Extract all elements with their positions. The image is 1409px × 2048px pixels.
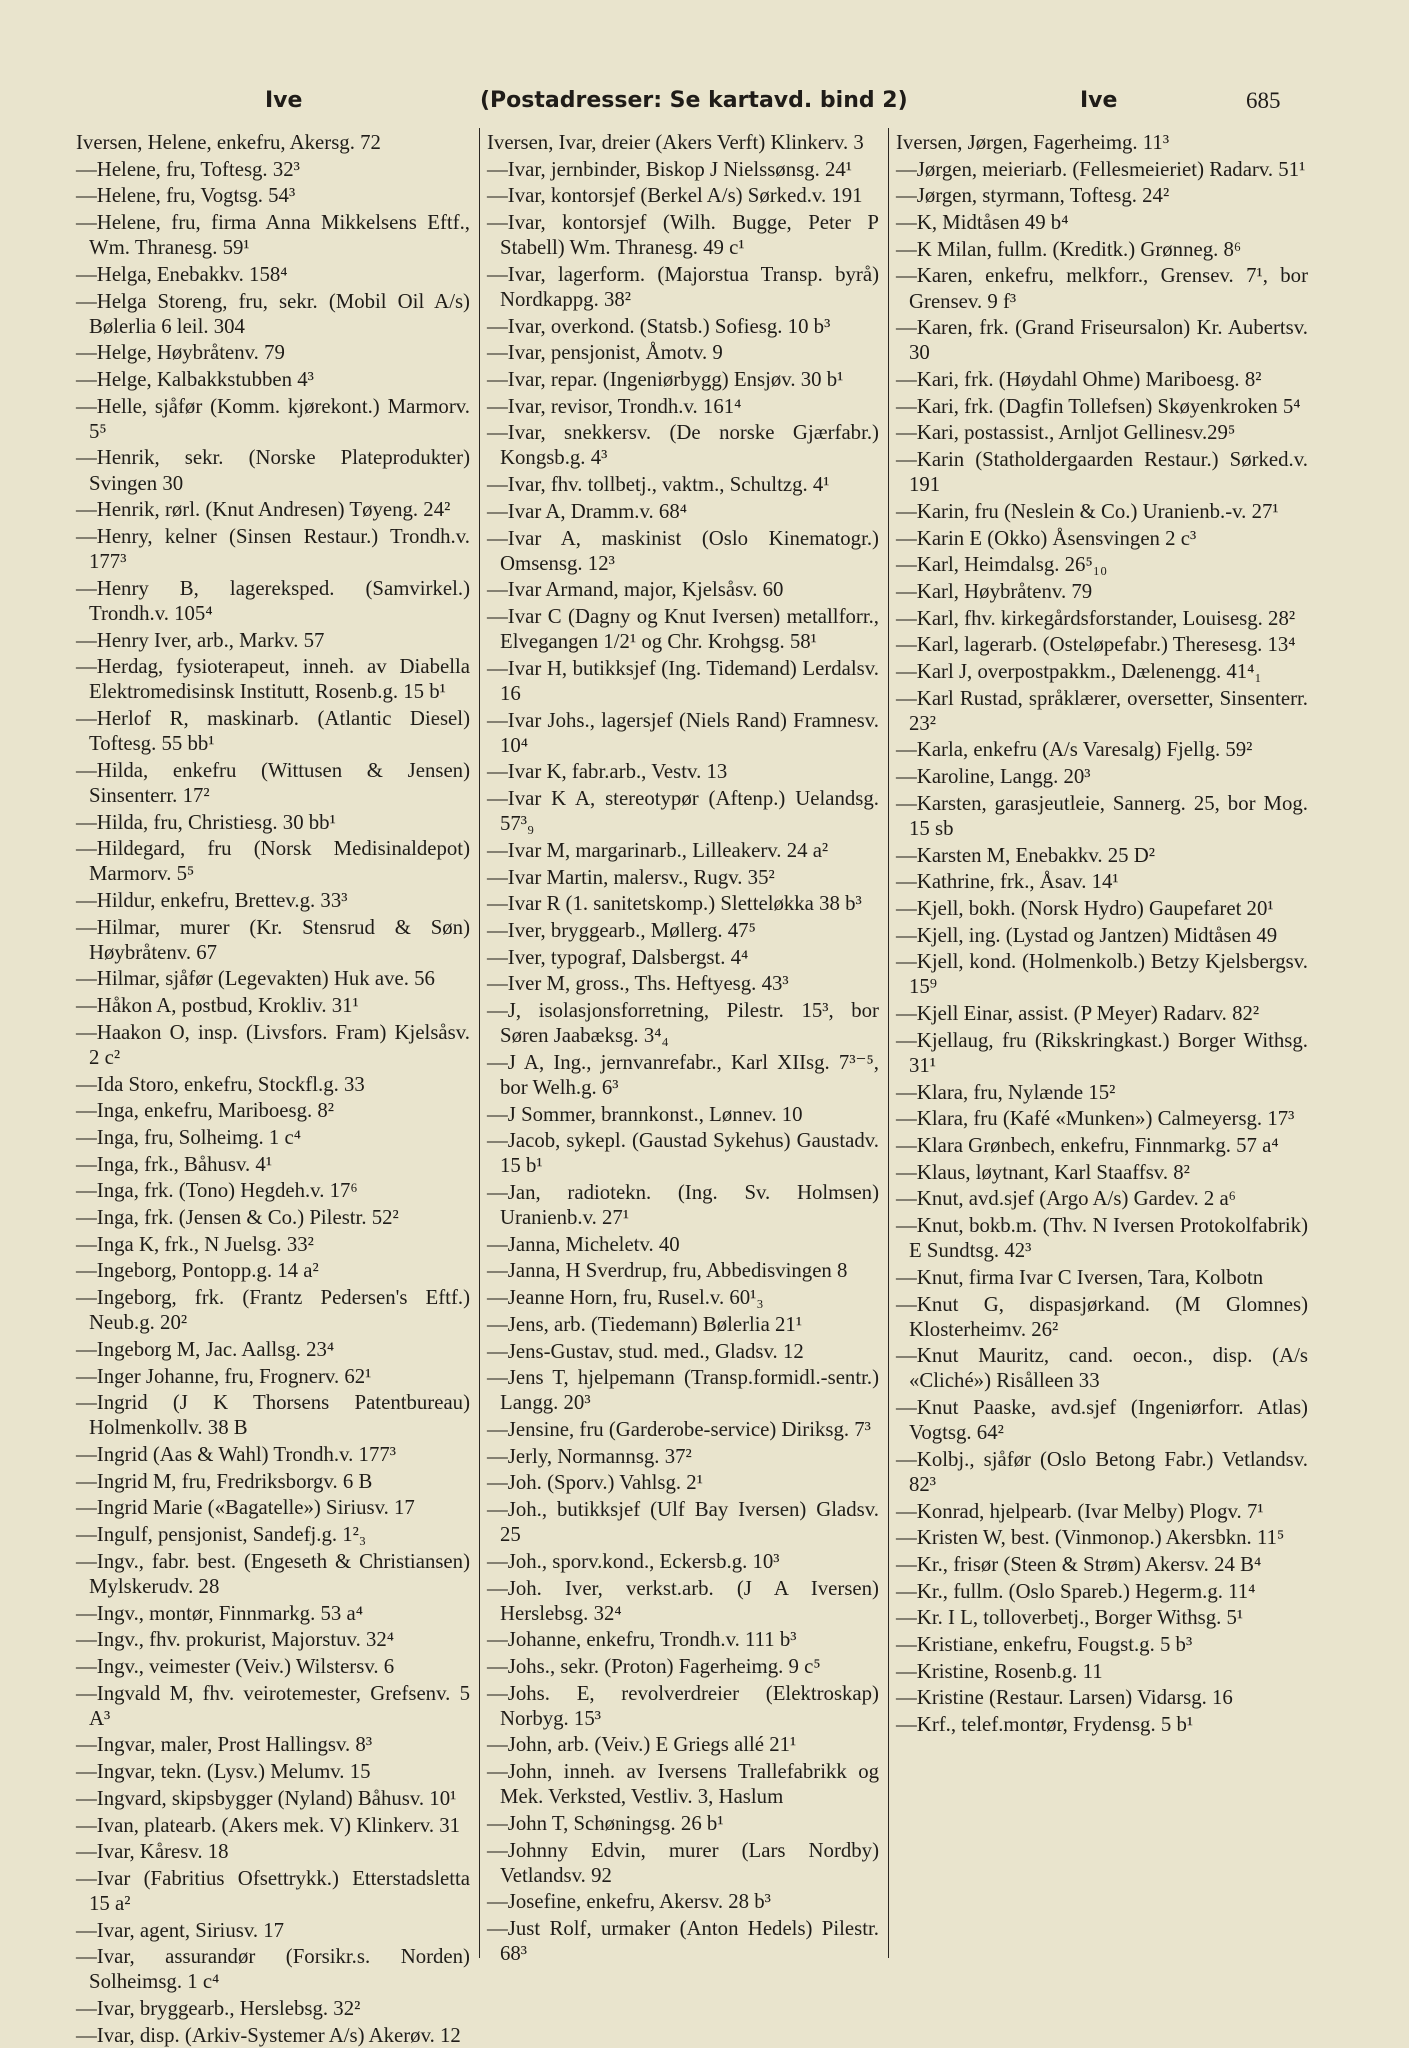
directory-entry: —Haakon O, insp. (Livsfors. Fram) Kjelsåsv. 2 c² [76,1020,470,1069]
directory-entry: —J A, Ing., jernvanrefabr., Karl XIIsg. 7³⁻⁵, bor Welh.g. 6³ [487,1050,879,1099]
directory-entry: —Ivar Martin, malersv., Rugv. 35² [487,865,775,889]
directory-entry: —Inger Johanne, fru, Frognerv. 62¹ [76,1364,372,1388]
directory-entry: —Hilmar, sjåfør (Legevakten) Huk ave. 56 [76,967,435,991]
directory-entry: —Johs., sekr. (Proton) Fagerheimg. 9 c⁵ [487,1654,821,1678]
directory-entry: —Jørgen, meieriarb. (Fellesmeieriet) Radarv. 51¹ [896,157,1306,181]
column-divider [888,128,889,1958]
directory-entry: —Iver, typograf, Dalsbergst. 4⁴ [487,945,749,969]
directory-entry: —Henry Iver, arb., Markv. 57 [76,628,325,652]
directory-entry: —Ivar, overkond. (Statsb.) Sofiesg. 10 b³ [487,314,831,338]
directory-entry: —Ingvald M, fhv. veirotemester, Grefsenv. 5 A³ [76,1681,470,1730]
directory-entry: —Herlof R, maskinarb. (Atlantic Diesel) Toftesg. 55 bb¹ [76,706,470,756]
directory-entry: —Helga Storeng, fru, sekr. (Mobil Oil A/s) Bølerlia 6 leil. 304 [76,289,470,338]
directory-entry: —Joh., sporv.kond., Eckersb.g. 10³ [487,1549,780,1573]
directory-entry: —Kjell, bokh. (Norsk Hydro) Gaupefaret 20¹ [896,896,1274,920]
directory-entry: —Ivar, Kåresv. 18 [76,1840,229,1864]
directory-entry: —Ivar, agent, Siriusv. 17 [76,1918,285,1942]
directory-entry: —Knut Mauritz, cand. oecon., disp. (A/s «Cliché») Risålleen 33 [896,1344,1308,1393]
directory-entry: —Ivar, disp. (Arkiv-Systemer A/s) Akerøv. 12 [76,2023,461,2047]
directory-entry: —Ida Storo, enkefru, Stockfl.g. 33 [76,1072,365,1096]
header-right-keyword: Ive [1080,88,1118,113]
directory-entry: —Josefine, enkefru, Akersv. 28 b³ [487,1890,771,1914]
directory-entry: —J, isolasjonsforretning, Pilestr. 15³, bor Søren Jaabæksg. 3⁴₄ [487,998,879,1048]
directory-entry: —Karl Rustad, språklærer, oversetter, Sinsenterr. 23² [896,686,1308,735]
directory-entry: —Ivar M, margarinarb., Lilleakerv. 24 a² [487,838,829,862]
directory-entry: —Karl, Heimdalsg. 26⁵₁₀ [896,553,1108,577]
directory-entry: —Kristiane, enkefru, Fougst.g. 5 b³ [896,1633,1193,1657]
directory-entry: —Kr. I L, tolloverbetj., Borger Withsg. 5¹ [896,1606,1244,1630]
directory-entry: —Helga, Enebakkv. 158⁴ [76,262,288,286]
directory-entry: —Inga, fru, Solheimg. 1 c⁴ [76,1126,301,1149]
directory-entry: —Ingvar, maler, Prost Hallingsv. 8³ [76,1733,373,1757]
directory-entry: —Kristine (Restaur. Larsen) Vidarsg. 16 [896,1686,1233,1710]
directory-entry: —Just Rolf, urmaker (Anton Hedels) Pilestr. 68³ [487,1917,879,1966]
directory-entry: —Ivan, platearb. (Akers mek. V) Klinkerv. 31 [76,1813,461,1837]
directory-entry: —Ivar, fhv. tollbetj., vaktm., Schultzg. 4¹ [487,473,830,497]
column-divider [479,128,480,1958]
directory-column-1 [76,130,470,2047]
directory-entry: —Jens-Gustav, stud. med., Gladsv. 12 [487,1339,804,1363]
directory-entry: —Ivar Johs., lagersjef (Niels Rand) Framnesv. 10⁴ [487,708,879,757]
directory-entry: —Ivar K, fabr.arb., Vestv. 13 [487,760,728,784]
directory-entry: —Kolbj., sjåfør (Oslo Betong Fabr.) Vetlandsv. 82³ [896,1447,1308,1496]
directory-entry: —Hilda, fru, Christiesg. 30 bb¹ [76,810,336,834]
directory-entry: —Kjell, ing. (Lystad og Jantzen) Midtåsen 49 [896,923,1278,947]
directory-entry: —Hildegard, fru (Norsk Medisinaldepot) Marmorv. 5⁵ [76,837,470,886]
directory-entry: —Henry B, lagereksped. (Samvirkel.) Trondh.v. 105⁴ [76,576,470,625]
directory-entry: —Ingrid (Aas & Wahl) Trondh.v. 177³ [76,1443,396,1467]
directory-entry: —Inga, frk. (Tono) Hegdeh.v. 17⁶ [76,1179,358,1203]
directory-entry: —Johanne, enkefru, Trondh.v. 111 b³ [487,1628,797,1652]
directory-entry: Iversen, Helene, enkefru, Akersg. 72 [76,131,381,154]
directory-entry: —Karl, fhv. kirkegårdsforstander, Louisesg. 28² [896,606,1296,630]
directory-entry: —Ivar, assurandør (Forsikr.s. Norden) Solheimsg. 1 c⁴ [76,1945,470,1994]
page-number: 685 [1246,88,1281,113]
directory-entry: —Hilda, enkefru (Wittusen & Jensen) Sinsenterr. 17² [76,758,470,807]
directory-entry: —Ivar, kontorsjef (Wilh. Bugge, Peter P Stabell) Wm. Thranesg. 49 c¹ [487,211,879,260]
directory-entry: —Ivar, lagerform. (Majorstua Transp. byrå) Nordkappg. 38² [487,262,879,311]
directory-entry: —Karin, fru (Neslein & Co.) Uranienb.-v. 27¹ [896,499,1279,523]
directory-entry: Iversen, Jørgen, Fagerheimg. 11³ [896,131,1170,154]
directory-entry: —Krf., telef.montør, Frydensg. 5 b¹ [896,1713,1194,1737]
directory-entry: —Håkon A, postbud, Krokliv. 31¹ [76,994,359,1018]
directory-entry: —Henrik, rørl. (Knut Andresen) Tøyeng. 24² [76,498,451,522]
directory-entry: —Kari, frk. (Dagfin Tollefsen) Skøyenkroken 5⁴ [896,394,1301,418]
directory-entry: —K Milan, fullm. (Kreditk.) Grønneg. 8⁶ [896,237,1242,261]
header-left-keyword: Ive [265,88,303,113]
directory-entry: —Helge, Kalbakkstubben 4³ [76,368,314,391]
directory-entry: —Klara Grønbech, enkefru, Finnmarkg. 57 a⁴ [896,1133,1279,1157]
directory-entry: —Jens, arb. (Tiedemann) Bølerlia 21¹ [487,1312,803,1336]
directory-entry: —Kr., frisør (Steen & Strøm) Akersv. 24 B⁴ [896,1553,1262,1576]
directory-entry: —Helene, fru, Toftesg. 32³ [76,157,300,181]
directory-entry: —Joh., butikksjef (Ulf Bay Iversen) Gladsv. 25 [487,1498,879,1547]
directory-entry: —Henry, kelner (Sinsen Restaur.) Trondh.v. 177³ [76,524,470,574]
directory-entry: —Ingeborg, frk. (Frantz Pedersen's Eftf.) Neub.g. 20² [76,1286,470,1335]
directory-entry: —Johs. E, revolverdreier (Elektroskap) Norbyg. 15³ [487,1681,879,1730]
directory-entry: —Ingeborg M, Jac. Aallsg. 23⁴ [76,1337,335,1361]
directory-entry: —Jensine, fru (Garderobe-service) Diriksg. 7³ [487,1417,871,1441]
directory-entry: —Jeanne Horn, fru, Rusel.v. 60¹₃ [487,1286,764,1310]
directory-entry: —Knut, avd.sjef (Argo A/s) Gardev. 2 a⁶ [896,1187,1236,1211]
directory-entry: —Konrad, hjelpearb. (Ivar Melby) Plogv. 7¹ [896,1499,1264,1523]
directory-entry: —Ivar R (1. sanitetskomp.) Sletteløkka 38 b³ [487,892,862,916]
directory-entry: —Ingrid Marie («Bagatelle») Siriusv. 17 [76,1496,415,1520]
directory-entry: —Karl, Høybråtenv. 79 [896,579,1093,603]
directory-entry: —Karen, enkefru, melkforr., Grensev. 7¹, bor Grensev. 9 f³ [896,264,1308,313]
directory-entry: —Kathrine, frk., Åsav. 14¹ [896,870,1119,894]
directory-entry: Iversen, Ivar, dreier (Akers Verft) Klinkerv. 3 [487,131,864,154]
directory-entry: —Ivar, revisor, Trondh.v. 161⁴ [487,394,742,418]
directory-entry: —John, inneh. av Iversens Trallefabrikk og Mek. Verksted, Vestliv. 3, Haslum [487,1760,879,1809]
directory-entry: —Inga, frk. (Jensen & Co.) Pilestr. 52² [76,1206,399,1230]
directory-entry: —Janna, Micheletv. 40 [487,1232,680,1256]
directory-entry: —Ivar, kontorsjef (Berkel A/s) Sørked.v. 191 [487,184,863,208]
directory-entry: —Kristen W, best. (Vinmonop.) Akersbkn. 11⁵ [896,1526,1285,1550]
directory-entry: —Ivar C (Dagny og Knut Iversen) metallforr., Elvegangen 1/2¹ og Chr. Krohgsg. 58¹ [487,605,879,654]
directory-entry: —Jerly, Normannsg. 37² [487,1444,692,1468]
directory-entry: —Karin (Statholdergaarden Restaur.) Sørked.v. 191 [896,448,1308,497]
directory-entry: —Karl, lagerarb. (Osteløpefabr.) Theresesg. 13⁴ [896,633,1296,657]
directory-entry: —Kristine, Rosenb.g. 11 [896,1659,1103,1683]
directory-entry: —Jens T, hjelpemann (Transp.formidl.-sentr.) Langg. 20³ [487,1366,879,1415]
directory-entry: —Inga, enkefru, Mariboesg. 8² [76,1099,335,1123]
directory-entry: —Kari, frk. (Høydahl Ohme) Mariboesg. 8² [896,368,1262,391]
directory-column-2 [487,130,879,1970]
directory-entry: —Hildur, enkefru, Brettev.g. 33³ [76,889,348,912]
directory-entry: —Hilmar, murer (Kr. Stensrud & Søn) Høybråtenv. 67 [76,915,470,964]
directory-entry: —Ingv., veimester (Veiv.) Wilstersv. 6 [76,1654,395,1678]
directory-entry: —Ingulf, pensjonist, Sandefj.g. 1²₃ [76,1523,367,1547]
directory-entry: —Ingv., fhv. prokurist, Majorstuv. 32⁴ [76,1628,395,1652]
directory-entry: —Jørgen, styrmann, Toftesg. 24² [896,184,1170,208]
directory-entry: —Ingv., fabr. best. (Engeseth & Christiansen) Mylskerudv. 28 [76,1549,470,1598]
directory-entry: —Kari, postassist., Arnljot Gellinesv.29⁵ [896,421,1236,445]
directory-entry: —Karl J, overpostpakkm., Dælenengg. 41⁴₁ [896,659,1262,683]
directory-entry: —Johnny Edvin, murer (Lars Nordby) Vetlandsv. 92 [487,1838,879,1887]
directory-entry: —Kr., fullm. (Oslo Spareb.) Hegerm.g. 11⁴ [896,1579,1256,1603]
directory-entry: —Ivar, jernbinder, Biskop J Nielssønsg. 24¹ [487,157,853,181]
directory-entry: —Karoline, Langg. 20³ [896,765,1091,789]
directory-entry: —Kjell Einar, assist. (P Meyer) Radarv. 82² [896,1002,1260,1026]
directory-entry: —Helene, fru, firma Anna Mikkelsens Eftf., Wm. Thranesg. 59¹ [76,211,470,260]
directory-entry: —Knut Paaske, avd.sjef (Ingeniørforr. Atlas) Vogtsg. 64² [896,1396,1308,1445]
directory-entry: —Klara, fru, Nylænde 15² [896,1080,1116,1104]
directory-entry: —Helle, sjåfør (Komm. kjørekont.) Marmorv. 5⁵ [76,394,470,443]
directory-entry: —Klara, fru (Kafé «Munken») Calmeyersg. 17³ [896,1107,1295,1131]
directory-entry: —Iver, bryggearb., Møllerg. 47⁵ [487,918,756,942]
directory-entry: —Ivar A, Dramm.v. 68⁴ [487,499,687,523]
directory-entry: —Karsten, garasjeutleie, Sannerg. 25, bor Mog. 15 sb [896,791,1308,840]
header-postal-note: (Postadresser: Se kartavd. bind 2) [480,88,908,113]
directory-entry: —Knut G, dispasjørkand. (M Glomnes) Klosterheimv. 26² [896,1292,1308,1341]
directory-entry: —Ivar, pensjonist, Åmotv. 9 [487,341,723,365]
directory-entry: —Jan, radiotekn. (Ing. Sv. Holmsen) Uranienb.v. 27¹ [487,1180,879,1230]
directory-entry: —Knut, bokb.m. (Thv. N Iversen Protokolfabrik) E Sundtsg. 42³ [896,1214,1308,1263]
directory-entry: —Ingrid (J K Thorsens Patentbureau) Holmenkollv. 38 B [76,1391,470,1440]
directory-entry: —Ivar H, butikksjef (Ing. Tidemand) Lerdalsv. 16 [487,656,879,705]
directory-entry: —Ivar A, maskinist (Oslo Kinematogr.) Omsensg. 12³ [487,526,879,575]
directory-entry: —Ivar, bryggearb., Herslebsg. 32² [76,1997,361,2021]
directory-entry: —Helge, Høybråtenv. 79 [76,341,285,365]
directory-entry: —Ingv., montør, Finnmarkg. 53 a⁴ [76,1601,363,1625]
directory-entry: —Ivar, snekkersv. (De norske Gjærfabr.) Kongsb.g. 4³ [487,421,879,470]
directory-entry: —Iver M, gross., Ths. Heftyesg. 43³ [487,972,789,996]
directory-entry: —Karla, enkefru (A/s Varesalg) Fjellg. 59² [896,738,1253,762]
directory-entry: —Henrik, sekr. (Norske Plateprodukter) Svingen 30 [76,446,470,495]
directory-entry: —Ivar K A, stereotypør (Aftenp.) Uelandsg. 57³₉ [487,787,879,836]
directory-entry: —Ivar Armand, major, Kjelsåsv. 60 [487,578,784,602]
directory-entry: —Kjellaug, fru (Rikskringkast.) Borger Withsg. 31¹ [896,1028,1308,1077]
directory-entry: —J Sommer, brannkonst., Lønnev. 10 [487,1102,803,1126]
directory-column-3 [896,130,1308,1970]
directory-entry: —John, arb. (Veiv.) E Griegs allé 21¹ [487,1733,797,1757]
directory-entry: —Joh. Iver, verkst.arb. (J A Iversen) Herslebsg. 32⁴ [487,1576,879,1625]
directory-entry: —Karin E (Okko) Åsensvingen 2 c³ [896,526,1197,550]
directory-entry: —Karsten M, Enebakkv. 25 D² [896,843,1156,867]
directory-entry: —Inga, frk., Båhusv. 4¹ [76,1152,273,1176]
directory-entry: —Ingvar, tekn. (Lysv.) Melumv. 15 [76,1760,371,1784]
directory-entry: —Kjell, kond. (Holmenkolb.) Betzy Kjelsbergsv. 15⁹ [896,950,1308,999]
directory-entry: —Herdag, fysioterapeut, inneh. av Diabella Elektromedisinsk Institutt, Rosenb.g. 15 b¹ [76,655,470,704]
directory-entry: —Karen, frk. (Grand Friseursalon) Kr. Aubertsv. 30 [896,316,1308,365]
directory-entry: —Knut, firma Ivar C Iversen, Tara, Kolbotn [896,1265,1264,1289]
directory-entry: —Klaus, løytnant, Karl Staaffsv. 8² [896,1160,1190,1184]
directory-entry: —K, Midtåsen 49 b⁴ [896,211,1069,235]
directory-entry: —Ingvard, skipsbygger (Nyland) Båhusv. 10¹ [76,1786,457,1810]
directory-entry: —Ingeborg, Pontopp.g. 14 a² [76,1259,319,1283]
directory-entry: —Inga K, frk., N Juelsg. 33² [76,1232,314,1256]
directory-entry: —Ivar, repar. (Ingeniørbygg) Ensjøv. 30 b¹ [487,368,844,391]
directory-entry: —Janna, H Sverdrup, fru, Abbedisvingen 8 [487,1259,848,1283]
directory-entry: —John T, Schøningsg. 26 b¹ [487,1811,724,1835]
directory-entry: —Ingrid M, fru, Fredriksborgv. 6 B [76,1469,373,1493]
directory-entry: —Jacob, sykepl. (Gaustad Sykehus) Gaustadv. 15 b¹ [487,1129,879,1178]
directory-entry: —Ivar (Fabritius Ofsettrykk.) Etterstadsletta 15 a² [76,1866,470,1915]
directory-entry: —Helene, fru, Vogtsg. 54³ [76,184,296,208]
directory-entry: —Joh. (Sporv.) Vahlsg. 2¹ [487,1471,703,1495]
